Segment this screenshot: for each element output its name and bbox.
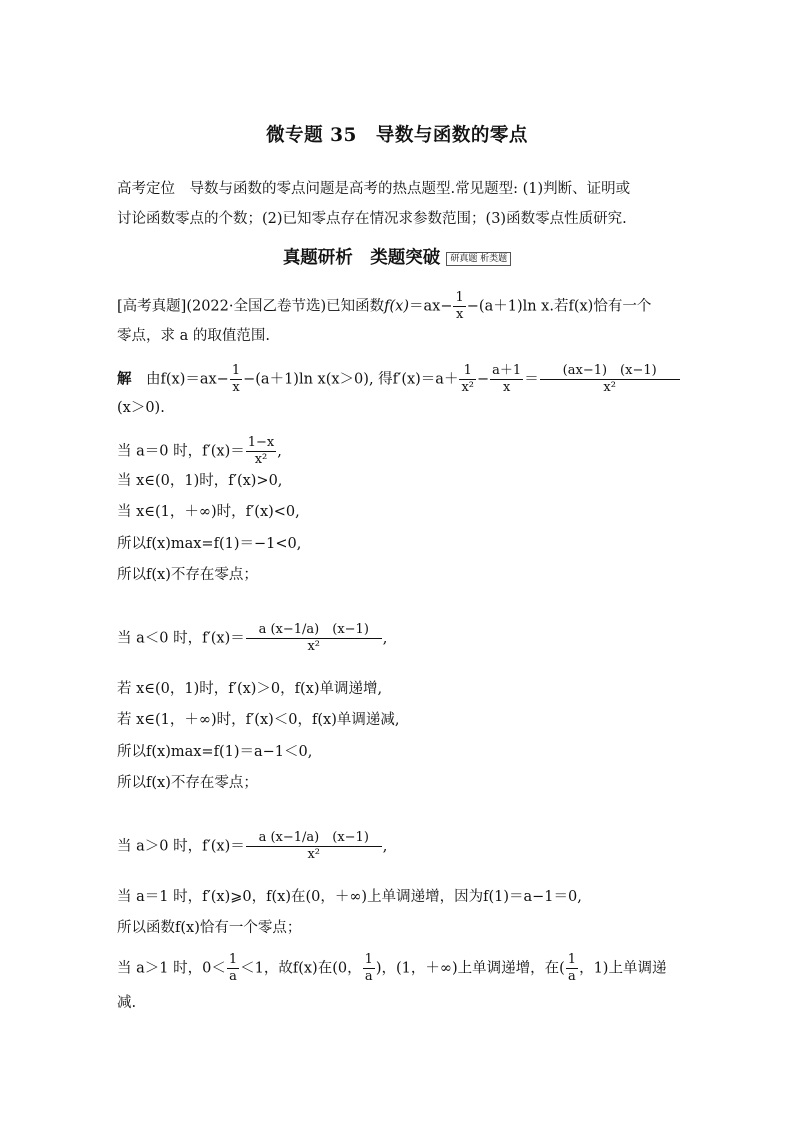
solution-line-14: 当 a＝1 时，f′(x)⩾0，f(x)在(0，＋∞)上单调递增，因为f(1)＝a−1＝0, — [117, 889, 582, 905]
section-tag: 研真题 析类题 — [446, 252, 511, 266]
sol-frac-5: $\frac{1-x}{\text{x²}}$ — [247, 435, 275, 467]
solution-line-10: 若 x∈(1，＋∞)时，f′(x)＜0，f(x)单调递减, — [117, 712, 400, 728]
problem-line-1 — [117, 290, 651, 323]
problem-eq: ＝ax− — [409, 298, 453, 315]
solution-line-8: 当 a＜0 时，f′(x)＝ $\frac{a (x-1/a) (x-1)}{\text{x²}}$ , — [117, 622, 388, 654]
sol-frac-6: $\frac{a (x-1/a) (x-1)}{\text{x²}}$ — [246, 622, 382, 655]
solution-line-9: 若 x∈(0，1)时，f′(x)＞0，f(x)单调递增, — [117, 681, 383, 697]
sol-frac-7: $\frac{a (x-1/a) (x-1)}{\text{x²}}$ — [246, 830, 382, 863]
sol-frac-1: $\frac{1}{x}$ — [231, 363, 241, 395]
section-heading — [0, 244, 794, 269]
solution-line-3: 当 a＝0 时，f′(x)＝ $\frac{1-x}{\text{x²}}$ , — [117, 435, 282, 467]
solution-line-4: 当 x∈(0，1)时，f′(x)>0, — [117, 473, 283, 489]
problem-func: f(x) — [384, 298, 409, 315]
sol-frac-2: $\frac{1}{\text{x²}}$ — [461, 363, 474, 395]
solution-line-6: 所以f(x)max=f(1)＝−1<0, — [117, 536, 302, 552]
intro-line-1: 高考定位 导数与函数的零点问题是高考的热点题型.常见题型: (1)判断、证明或 — [117, 181, 631, 197]
solution-line-5: 当 x∈(1，＋∞)时，f′(x)<0, — [117, 504, 300, 520]
solution-line-2: (x＞0). — [117, 400, 165, 416]
solution-line-11: 所以f(x)max=f(1)＝a−1＜0, — [117, 744, 313, 760]
problem-text-a: 已知函数 — [326, 298, 385, 315]
sol-frac-9: $\frac{1}{a}$ — [364, 952, 373, 984]
problem-fraction: $\frac{1}{x}$ — [455, 290, 464, 322]
solution-line-15: 所以函数f(x)恰有一个零点； — [117, 920, 302, 936]
page-title: 微专题 35 导数与函数的零点 — [266, 125, 528, 146]
intro-line-2: 讨论函数零点的个数；(2)已知零点存在情况求参数范围；(3)函数零点性质研究. — [117, 211, 627, 227]
solution-line-16: 当 a＞1 时，0＜ $\frac{1}{a}$ ＜1，故f(x)在(0， $\frac{1}{a}$ )，(1，＋∞)上单调递增，在( $\frac{1}{a}$ ，1)上单调递 — [117, 952, 667, 984]
problem-text-b: −(a＋1)ln x.若 — [466, 298, 569, 315]
sol-frac-4: $\frac{(ax-1) (x-1)}{\text{x²}}$ — [540, 363, 680, 396]
problem-line-2: 零点，求 a 的取值范围. — [117, 328, 270, 344]
problem-text-c: f(x)恰有一个 — [568, 298, 652, 315]
solution-line-13: 当 a＞0 时，f′(x)＝ $\frac{a (x-1/a) (x-1)}{\text{x²}}$ , — [117, 830, 388, 862]
sol-frac-8: $\frac{1}{a}$ — [228, 952, 238, 984]
solution-label: 解 — [117, 370, 132, 388]
problem-source: [高考真题](2022·全国乙卷节选) — [117, 298, 327, 315]
solution-line-17: 减. — [117, 995, 137, 1011]
solution-line-12: 所以f(x)不存在零点； — [117, 775, 258, 791]
sol-frac-10: $\frac{1}{a}$ — [567, 952, 577, 984]
section-heading-text: 真题研析 类题突破 — [282, 248, 441, 268]
solution-line-7: 所以f(x)不存在零点； — [117, 567, 258, 583]
sol-frac-3: $\frac{a+1}{x}$ — [492, 363, 522, 395]
solution-line-1: 解 由f(x)＝ax− $\frac{1}{x}$ −(a＋1)ln x(x＞0), 得f′(x)＝a＋ $\frac{1}{\text{x²}}$ − $\frac{a+1}{x}$ ＝ $\frac{(ax-1) (x-1)}{\text{x²}}$ — [117, 363, 681, 396]
